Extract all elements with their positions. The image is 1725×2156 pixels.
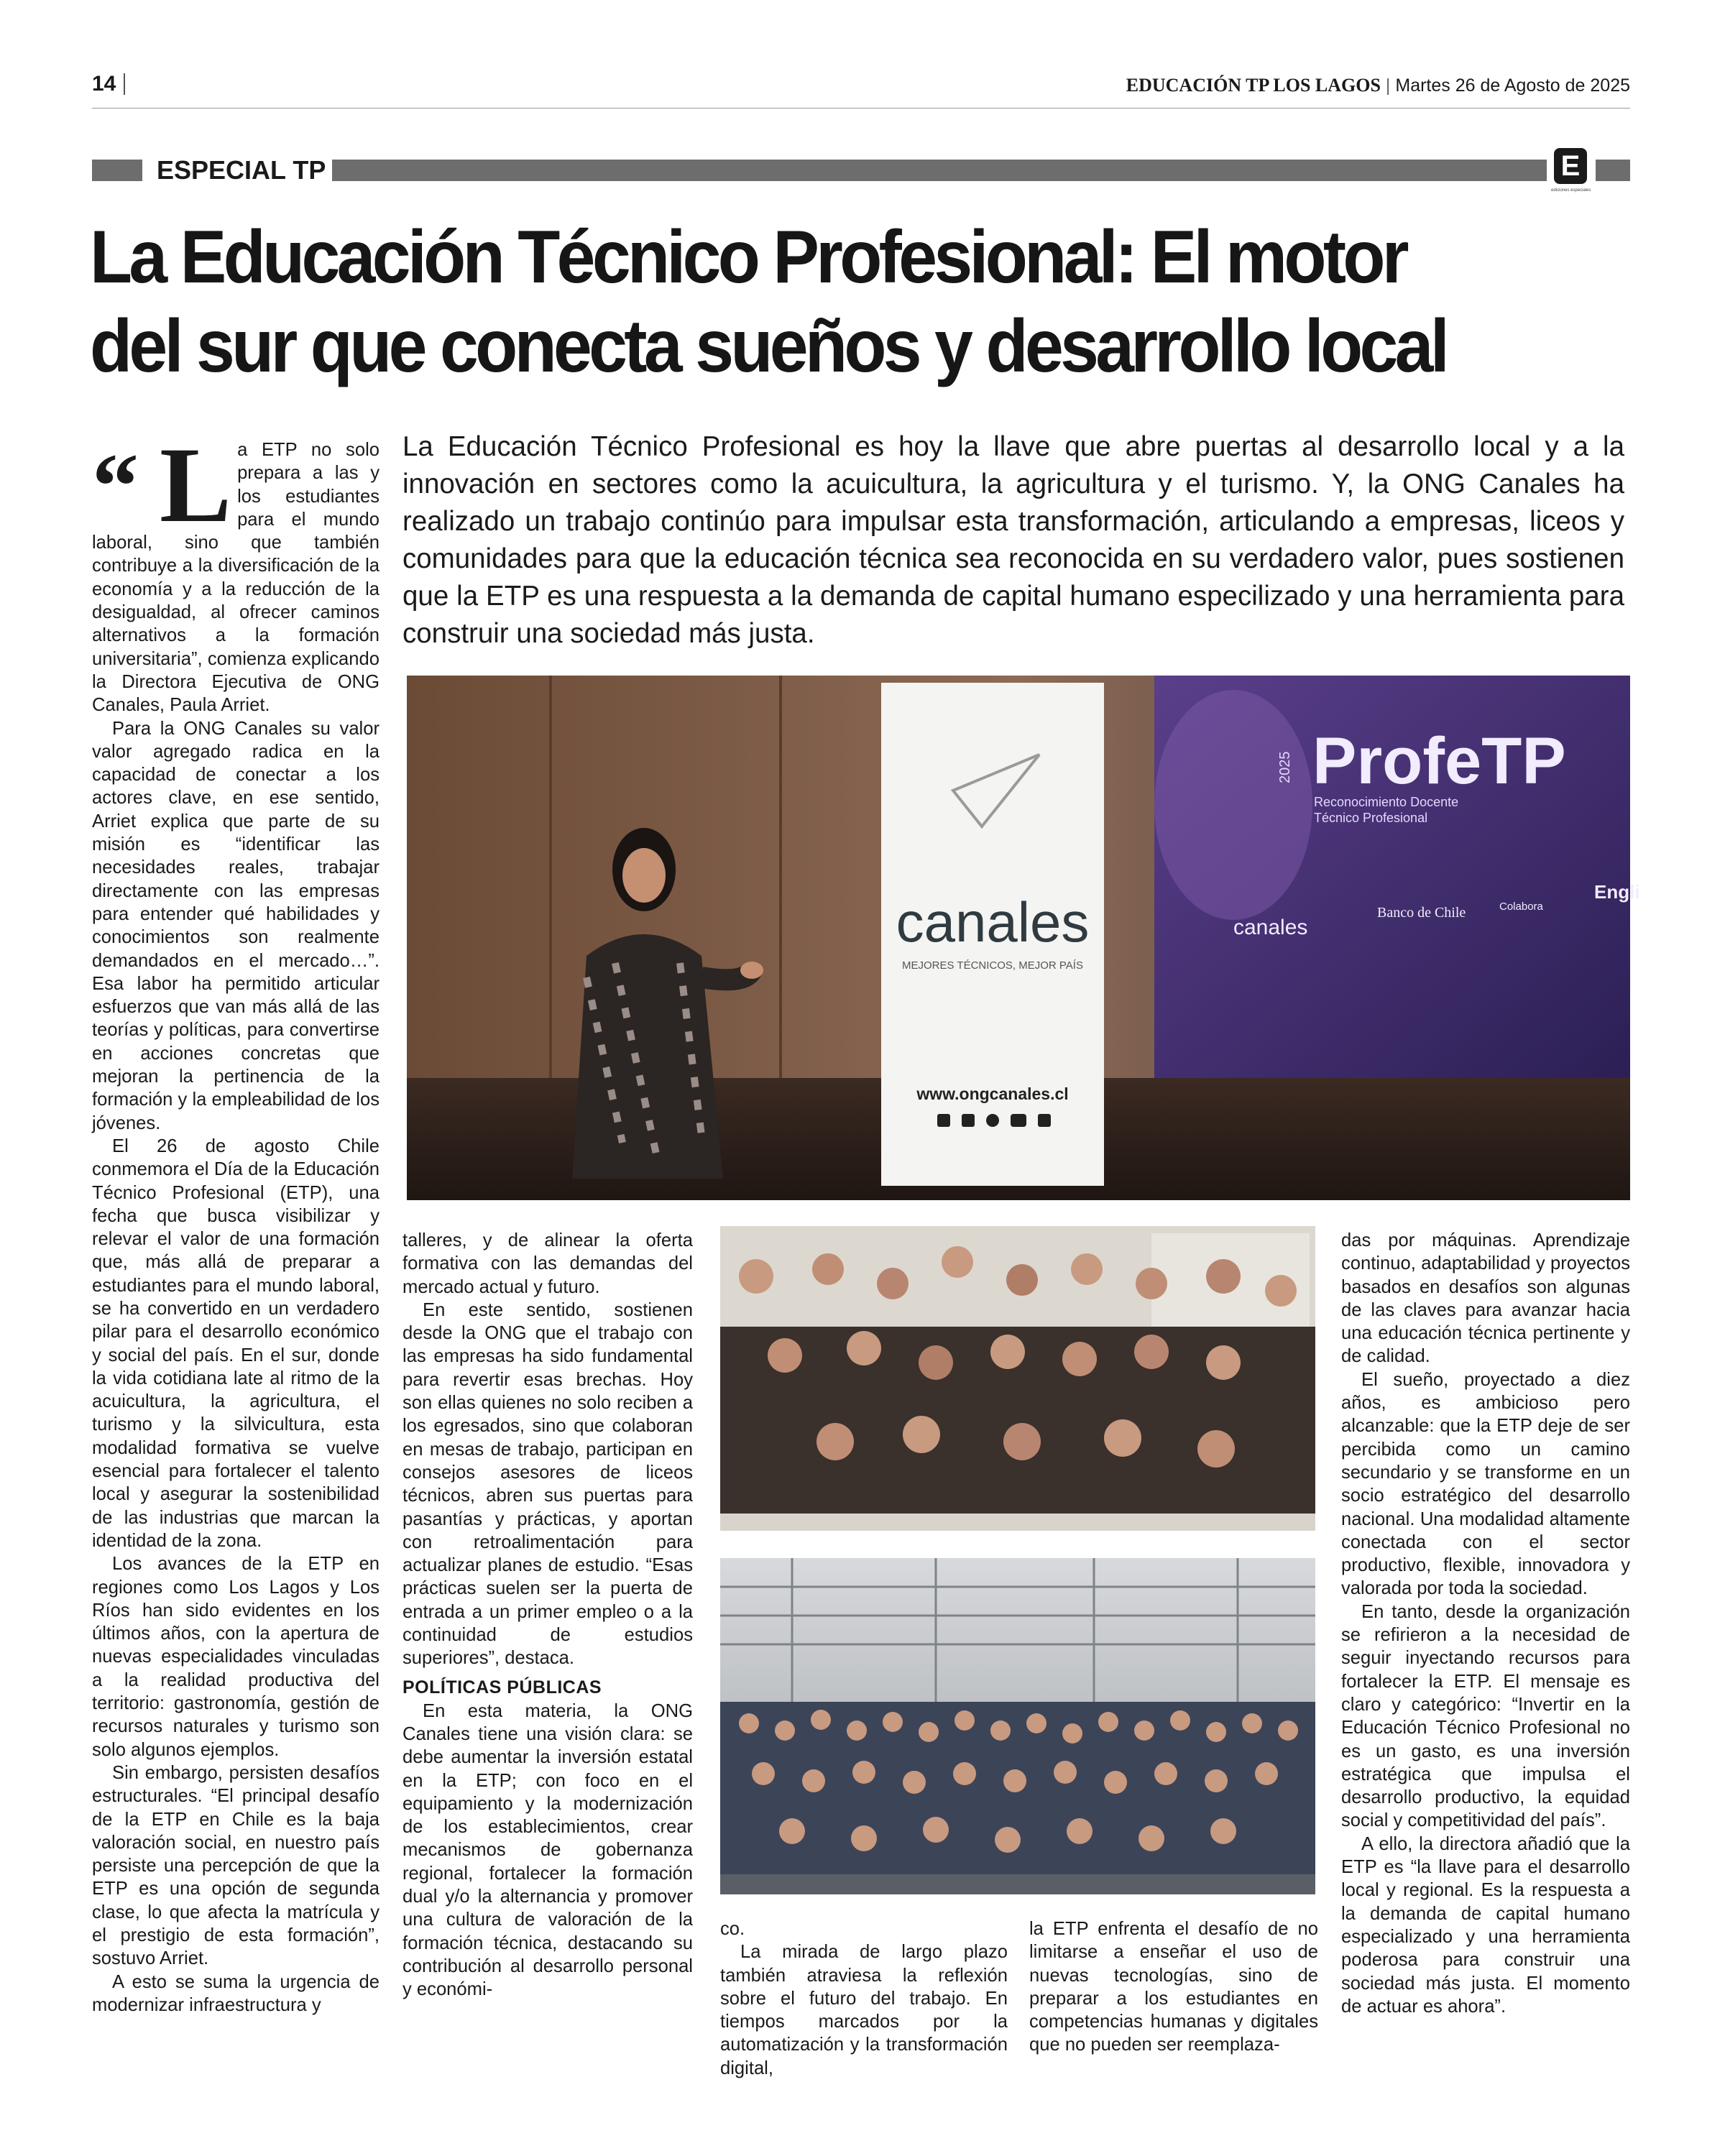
banner-brand: canales [896,890,1090,954]
headline-line-1: La Educación Técnico Profesional: El motor [90,216,1406,299]
divider [124,73,125,95]
screen-subtitle-2: Técnico Profesional [1314,811,1428,825]
group-photo-1 [720,1226,1315,1531]
banner-tagline: MEJORES TÉCNICOS, MEJOR PAÍS [902,959,1083,972]
drop-cap: L [160,425,232,545]
paragraph: talleres, y de alinear la oferta formativa con las demandas del mercado actual y futuro. [402,1230,693,1297]
edition-logo: E [1554,148,1587,184]
twitter-icon [962,1114,975,1127]
paragraph: das por máquinas. Aprendizaje continuo, adaptabilidad y proyectos basados en desafíos son algunas de las claves para avanzar hacia una educación técnica pertinente y de calidad. [1341,1230,1630,1367]
banner-url: www.ongcanales.cl [916,1084,1069,1103]
section-label: ESPECIAL TP [157,155,326,185]
paragraph: La mirada de largo plazo también atraviesa la reflexión sobre el futuro del trabajo. En tiempos marcados por la automatización y la transformación digital, [720,1942,1008,2078]
screen-logo-english: Engli [1594,881,1640,903]
facebook-icon [937,1114,950,1127]
column-2 [402,1229,693,2001]
group-photo-2-image [720,1558,1315,1894]
publication-name: EDUCACIÓN TP LOS LAGOS [1126,75,1381,96]
section-band-left [92,160,142,181]
publication-date: Martes 26 de Agosto de 2025 [1395,75,1630,96]
youtube-icon [1011,1114,1026,1127]
main-photo-image [407,676,1640,1200]
screen-logo-canales: canales [1233,916,1308,939]
paragraph: El sueño, proyectado a diez años, es ambicioso pero alcanzable: que la ETP deje de ser percibida como un camino secundario y se transforme en un socio estratégico del desarrollo nacional. Una modalidad altamente conectada con el sector productivo, flexible, innovadora y valorada por toda la sociedad. [1341,1369,1630,1599]
paragraph: Para la ONG Canales su valor valor agregado radica en la capacidad de conectar a los actores clave, en ese sentido, Arriet explica que parte de su misión es “identificar las necesidades reales, trabajar directamente con las empresas para entender qué habilidades y conocimientos son realmente demandados en el mercado…”. Esa labor ha permitido articular esfuerzos que van más allá de las teorías y políticas, para convertirse en acciones concretas que mejoran la pertinencia de la formación y la empleabilidad de los jóvenes. [92,718,380,1133]
column-4 [1029,1917,1318,2057]
section-band-right [332,160,1547,181]
header-rule [92,108,1630,109]
instagram-icon [986,1114,999,1127]
group-photo-2 [720,1558,1315,1894]
paragraph: En tanto, desde la organización se refirieron a la necesidad de seguir inyectando recursos para fortalecer la ETP. El mensaje es claro y categórico: “Invertir en la Educación Técnico Profesional no es un gasto, es una inversión estratégica que impulsa el desarrollo productivo, la equidad social y competitividad del país”. [1341,1601,1630,1831]
paragraph: co. [720,1919,745,1939]
paragraph: A esto se suma la urgencia de modernizar infraestructura y [92,1971,380,2015]
screen-subtitle-1: Reconocimiento Docente [1314,795,1459,809]
paragraph: la ETP enfrenta el desafío de no limitarse a enseñar el uso de nuevas tecnologías, sino de preparar a los estudiantes en competencias humanas y digitales que no pueden ser reemplaza- [1029,1919,1318,2055]
screen-logo-collab: Colabora [1499,900,1543,913]
headline [90,213,1534,391]
section-band-end [1596,160,1630,181]
paragraph: Sin embargo, persisten desafíos estructurales. “El principal desafío de la ETP en Chile es la baja valoración social, en nuestro país persiste una percepción de que la ETP es una opción de segunda clase, lo que afecta la matrícula y el prestigio de esta formación”, sostuvo Arriet. [92,1762,380,1969]
screen-logo-bank: Banco de Chile [1377,905,1466,921]
intro-paragraph: a ETP no solo prepara a las y los estudiantes para el mundo laboral, sino que también contribuye a la diversificación de la economía y a la reducción de la desigualdad, al ofrecer caminos alternativos a la formación universitaria”, comienza explicando la Directora Ejecutiva de ONG Canales, Paula Arriet. [92,440,380,716]
page-number: 14 [92,72,116,96]
paragraph: En este sentido, sostienen desde la ONG que el trabajo con las empresas ha sido fundamental para revertir esas brechas. Hoy son ellas quienes no solo reciben a los egresados, sino que colaboran en mesas de trabajo, participan en consejos asesores de liceos técnicos, abren sus puertas para pasantías y prácticas, y aportan con retroalimentación para actualizar planes de estudio. “Esas prácticas suelen ser la puerta de entrada a un primer empleo o a la continuidad de estudios superiores”, destaca. [402,1299,693,1669]
paragraph: A ello, la directora añadió que la ETP es “la llave para el desarrollo local y regional. Es la respuesta a la demanda de capital humano especializado y una herramienta poderosa para construir una sociedad más justa. El momento de actuar es ahora”. [1341,1833,1630,2017]
edition-logo-caption: ediciones especiales [1551,188,1591,193]
column-5 [1341,1229,1630,2018]
screen-year: 2025 [1277,751,1293,783]
paragraph: El 26 de agosto Chile conmemora el Día de la Educación Técnico Profesional (ETP), una fecha que busca visibilizar y relevar el valor de una formación que, más allá de preparar a estudiantes para el mundo laboral, se ha convertido en un verdadero pilar para el desarrollo económico y social del país. En el sur, donde la vida cotidiana late al ritmo de la acuicultura, la agricultura, el turismo y la silvicultura, esta modalidad formativa se vuelve esencial para fortalecer el talento local y asegurar la sostenibilidad de las industrias que marcan la identidad de la zona. [92,1135,380,1551]
publication-info: EDUCACIÓN TP LOS LAGOS | Martes 26 de Agosto de 2025 [1126,75,1630,96]
linkedin-icon [1038,1114,1051,1127]
column-3 [720,1917,1008,2080]
screen-title: ProfeTP [1312,724,1566,798]
lead-paragraph: La Educación Técnico Profesional es hoy la llave que abre puertas al desarrollo local y a la innovación en sectores como la acuicultura, la agricultura y el turismo. Y, la ONG Canales ha realizado un trabajo continúo para impulsar esta transformación, articulando a empresas, liceos y comunidades para que la educación técnica sea reconocida en su verdadero valor, pues sostienen que la ETP es una respuesta a la demanda de capital humano especilizado y una herramienta para construir una sociedad más justa. [402,431,1624,649]
headline-line-2: del sur que conecta sueños y desarrollo local [90,305,1447,388]
paragraph: En esta materia, la ONG Canales tiene una visión clara: se debe aumentar la inversión estatal en la ETP; con foco en el equipamiento y la modernización de los establecimientos, crear mecanismos de gobernanza regional, fortalecer la formación dual y/o la alternancia y promover una cultura de valoración de la formación técnica, destacando su contribución al desarrollo personal y económi- [402,1700,693,2000]
quote-mark: “ [92,435,139,538]
subheading: POLÍTICAS PÚBLICAS [402,1677,602,1697]
column-1 [92,425,380,2017]
paragraph: Los avances de la ETP en regiones como Los Lagos y Los Ríos han sido evidentes en los últimos años, con la apertura de nuevas especialidades vinculadas a la realidad productiva del territorio: gastronomía, gestión de recursos naturales y turismo son solo algunos ejemplos. [92,1554,380,1760]
group-photo-1-image [720,1226,1315,1531]
main-photo [407,676,1640,1200]
